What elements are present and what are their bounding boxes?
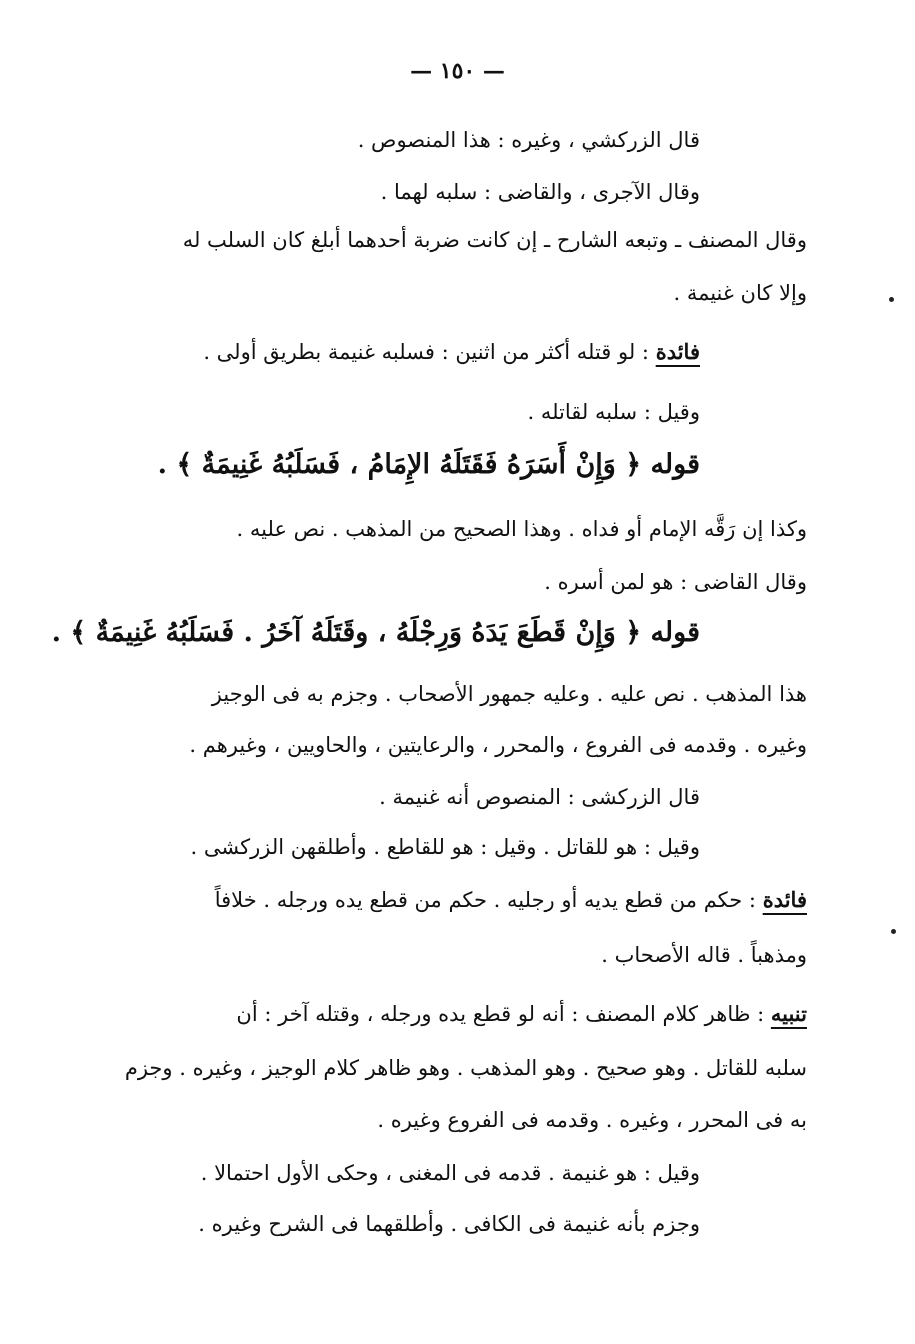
text-line-20: وقيل : هو غنيمة . قدمه فى المغنى ، وحكى الأول احتمالا . (200, 1161, 700, 1185)
quote-label: قوله (650, 449, 700, 480)
text-line-6: وقيل : سلبه لقاتله . (527, 400, 700, 424)
text-line-9: وقال القاضى : هو لمن أسره . (544, 570, 807, 594)
text-line-8: وكذا إن رَقَّه الإمام أو فداه . وهذا الصحيح من المذهب . نص عليه . (236, 517, 807, 541)
note-label: فائدة (655, 339, 700, 364)
text-line-13: قال الزركشى : المنصوص أنه غنيمة . (379, 785, 700, 809)
text-line-16: ومذهباً . قاله الأصحاب . (601, 943, 807, 967)
scan-speck (891, 929, 896, 934)
scan-speck (889, 297, 894, 302)
note-line-3: تنبيه : ظاهر كلام المصنف : أنه لو قطع يده ورجله ، وقتله آخر : أن (236, 1001, 807, 1026)
quote-line-1: قوله ﴿ وَإِنْ أَسَرَهُ فَقَتَلَهُ الإِمَامُ ، فَسَلَبُهُ غَنِيمَةٌ ﴾ . (157, 449, 700, 480)
text-line-11: هذا المذهب . نص عليه . وعليه جمهور الأصحاب . وجزم به فى الوجيز (211, 682, 807, 706)
note-label: تنبيه (770, 1001, 807, 1026)
text-line-4: وإلا كان غنيمة . (673, 281, 807, 305)
page-number: — ١٥٠ — (410, 58, 505, 84)
text-line-3: وقال المصنف ـ وتبعه الشارح ـ إن كانت ضربة أحدهما أبلغ كان السلب له (182, 228, 807, 252)
quote-label: قوله (650, 617, 700, 648)
note-line-2: فائدة : حكم من قطع يديه أو رجليه . حكم من قطع يده ورجله . خلافاً (214, 887, 807, 912)
quote-line-2: قوله ﴿ وَإِنْ قَطَعَ يَدَهُ وَرِجْلَهُ ، وقَتَلَهُ آخَرُ . فَسَلَبُهُ غَنِيمَةٌ ﴾ . (51, 617, 700, 648)
note-label: فائدة (762, 887, 807, 912)
text-line-12: وغيره . وقدمه فى الفروع ، والمحرر ، والرعايتين ، والحاويين ، وغيرهم . (189, 733, 807, 757)
text-line-21: وجزم بأنه غنيمة فى الكافى . وأطلقهما فى الشرح وغيره . (198, 1212, 700, 1236)
note-line-1: فائدة : لو قتله أكثر من اثنين : فسلبه غنيمة بطريق أولى . (203, 339, 700, 364)
text-line-1: قال الزركشي ، وغيره : هذا المنصوص . (357, 128, 700, 152)
text-line-2: وقال الآجرى ، والقاضى : سلبه لهما . (380, 180, 700, 204)
text-line-18: سلبه للقاتل . وهو صحيح . وهو المذهب . وهو ظاهر كلام الوجيز ، وغيره . وجزم (124, 1056, 807, 1080)
text-line-14: وقيل : هو للقاتل . وقيل : هو للقاطع . وأطلقهن الزركشى . (190, 835, 700, 859)
text-line-19: به فى المحرر ، وغيره . وقدمه فى الفروع وغيره . (377, 1108, 807, 1132)
